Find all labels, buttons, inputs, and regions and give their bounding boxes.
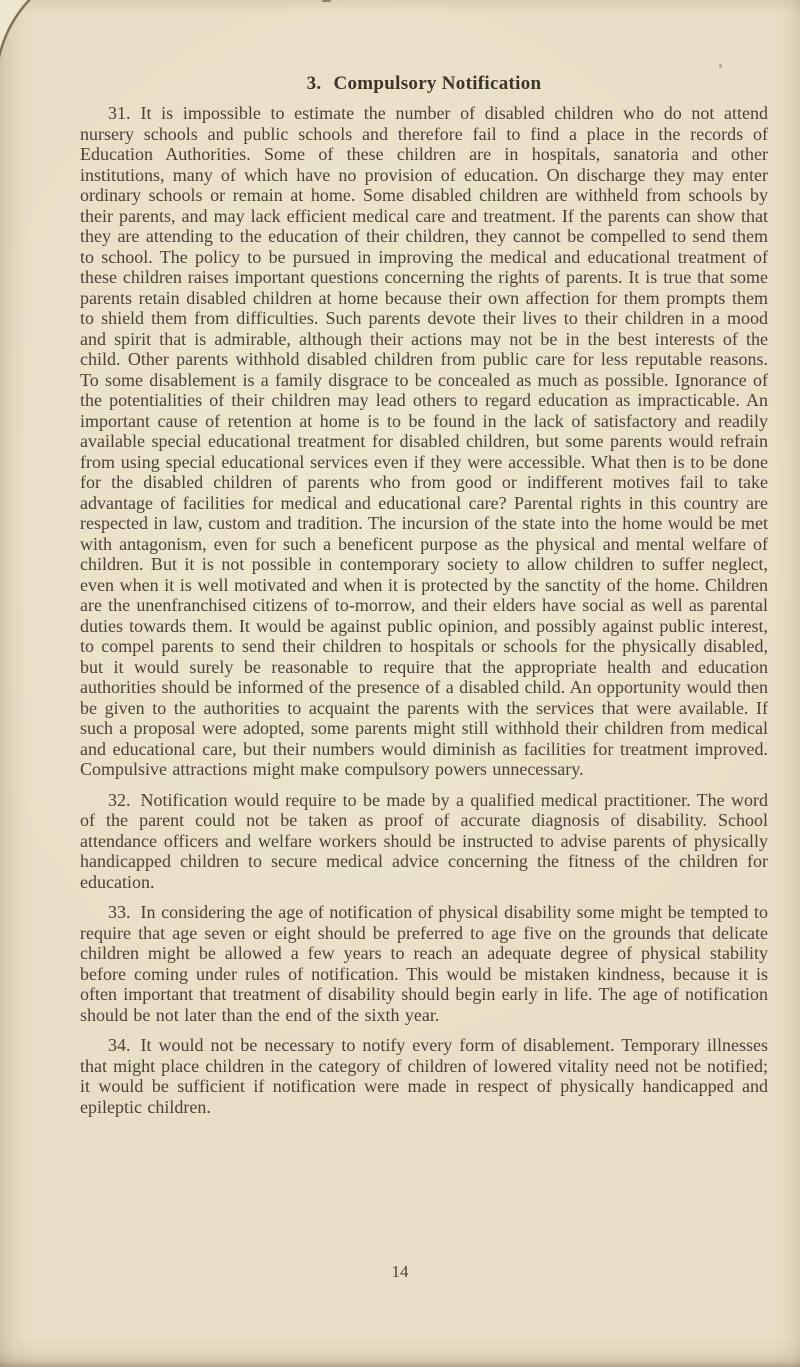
- paragraph-text: Notification would require to be made by a qualified medical practitioner. The word of the parent could not be taken as proof of accurate diagnosis of disability. School attendance officers and welfare workers should be instructed to advise parents of physically handicapped children to secure medical advice concerning the fitness of the children for education.: [80, 789, 768, 892]
- section-heading: [80, 73, 768, 94]
- paragraph-number: 31.: [108, 103, 131, 123]
- paragraph-32: [80, 790, 768, 893]
- section-title: Compulsory Notification: [333, 73, 542, 94]
- text-block: [80, 0, 768, 1117]
- paragraph-number: 33.: [108, 902, 131, 922]
- paragraph-31: [80, 103, 768, 780]
- page-curl-icon: [0, 0, 48, 72]
- paragraph-text: It would not be necessary to notify every form of disablement. Temporary illnesses that might place children in the category of children of lowered vitality need not be notified; it would be sufficient if notification were made in respect of physically handicapped and epileptic children.: [80, 1035, 768, 1117]
- paragraph-text: In considering the age of notification of physical disability some might be tempted to require that age seven or eight should be preferred to age five on the grounds that delicate children might be allowed a few years to reach an adequate degree of physical stability before coming under rules of notification. This would be mistaken kindness, because it is often important that treatment of disability should begin early in life. The age of notification should be not later than the end of the sixth year.: [80, 902, 768, 1025]
- paragraph-number: 34.: [108, 1035, 131, 1055]
- paragraph-text: It is impossible to estimate the number of disabled children who do not attend nursery schools and public schools and therefore fail to find a place in the records of Education Authorities. Some of these children are in hospitals, sanatoria and other institutions, many of which have no provision of education. On discharge they may enter ordinary schools or remain at home. Some disabled children are withheld from schools by their parents, and may lack efficient medical care and treatment. If the parents can show that they are attending to the education of their children, they cannot be compelled to send them to school. The policy to be pursued in improving the medical and educational treatment of these children raises important questions concerning the rights of parents. It is true that some parents retain disabled children at home because their own affection for them prompts them to shield them from difficulties. Such parents devote their lives to their children in a mood and spirit that is admirable, although their actions may not be in the best interests of the child. Other parents withhold disabled children from public care for less reputable reasons. To some disablement is a family disgrace to be concealed as much as possible. Ignorance of the potentialities of their children may lead others to regard education as impracticable. An important cause of retention at home is to be found in the lack of satisfactory and readily available special educational treatment for disabled children, but some parents would refrain from using special educational services even if they were accessible. What then is to be done for the disabled children of parents who from good or indifferent motives fail to take advantage of facilities for medical and educational care? Parental rights in this country are respected in law, custom and tradition. The incursion of the state into the home would be met with antagonism, even for such a beneficent purpose as the physical and mental welfare of children. But it is not possible in contemporary society to allow children to suffer neglect, even when it is well motivated and when it is protected by the sanctity of the home. Children are the unenfranchised citizens of to-morrow, and their elders have social as well as parental duties towards them. It would be against public opinion, and possibly against public interest, to compel parents to send their children to hospitals or schools for the physically disabled, but it would surely be reasonable to require that the appropriate health and education authorities should be informed of the presence of a disabled child. An opportunity would then be given to the authorities to acquaint the parents with the services that were available. If such a proposal were adopted, some parents might still withhold their children from medical and educational care, but their numbers would diminish as facilities for treatment improved. Compulsive attractions might make compulsory powers unnecessary.: [80, 103, 768, 779]
- paragraph-number: 32.: [108, 789, 131, 810]
- section-number: 3.: [306, 73, 322, 94]
- page-number: 14: [391, 1262, 409, 1281]
- paragraph-34: [80, 1035, 768, 1117]
- paragraph-33: [80, 902, 768, 1025]
